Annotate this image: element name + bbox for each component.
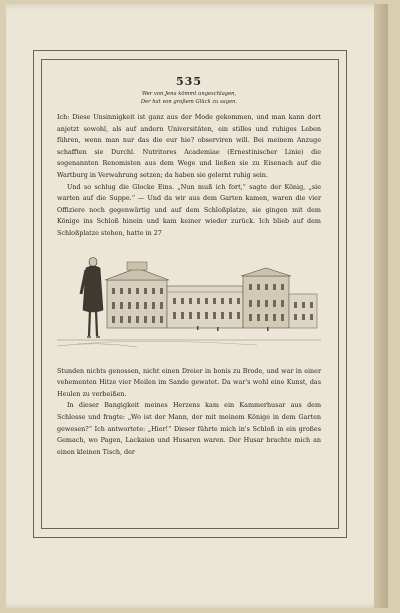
palace-engraving-image bbox=[57, 248, 321, 360]
page-number: 535 bbox=[176, 75, 202, 88]
motto-line-2: Der hat von großem Glück zu sagen. bbox=[140, 99, 238, 105]
motto bbox=[57, 90, 321, 106]
paragraph-4: In dieser Bangigkeit meines Herzens kam ein Kammerhusar aus dem Schlosse und fragte: „Wo ist der Mann, der mit meinem Könige in dem Garten gewesen?“ Ich antwortete: „Hier!“ Dieser führte mich in's Schloß in ein großes Gemach, wo Pagen, Lackaien und Husaren waren. Der Husar brachte mich an einen kleinen Tisch, der bbox=[57, 401, 321, 456]
page-content bbox=[57, 66, 321, 458]
paragraph-2: Und so schlug die Glocke Eins. „Nun muß ich fort,“ sagte der König, „sie warten auf die Suppe.“ — Und da wir aus dem Garten kamen, waren die vier Offiziere noch gegenwärtig und auf dem Schloßplatze, sie gingen mit dem Könige ins Schloß hinein und kam keiner wieder zurück. Ich blieb auf dem Schloßplatze stehen, hatte in 27 bbox=[57, 182, 321, 237]
palace-illustration bbox=[57, 248, 321, 360]
paragraph-1: Ich: Diese Unsinnigkeit ist ganz aus der Mode gekommen, und man kann dort anjetzt sowohl, als auf andern Universitäten, ein stilles und ruhiges Leben führen, wenn man nur das die eur hie? observiren will. Bei meinem Anzuge schafften sie Durchl. Nutritores Academiae (Ernestinischer Linie) die sogenannten Renomisten aus dem Wege und ließen sie zu Eisenach auf die Wartburg in Verwahrung setzen; da haben sie gelernt ruhig sein. bbox=[57, 113, 321, 179]
paragraph-3: Stunden nichts genossen, nicht einen Dreier in bonis zu Brode, und war in einer vehementen Hitze vier Meilen im Sande gewatet. Da war's wohl eine Kunst, das Heulen zu verbeißen. bbox=[57, 366, 321, 398]
book-page bbox=[6, 4, 388, 608]
standing-figure bbox=[81, 257, 103, 337]
motto-line-1: Wer von Jena kömmt ungeschlagen, bbox=[141, 91, 237, 97]
page-spine-shadow bbox=[374, 4, 388, 608]
